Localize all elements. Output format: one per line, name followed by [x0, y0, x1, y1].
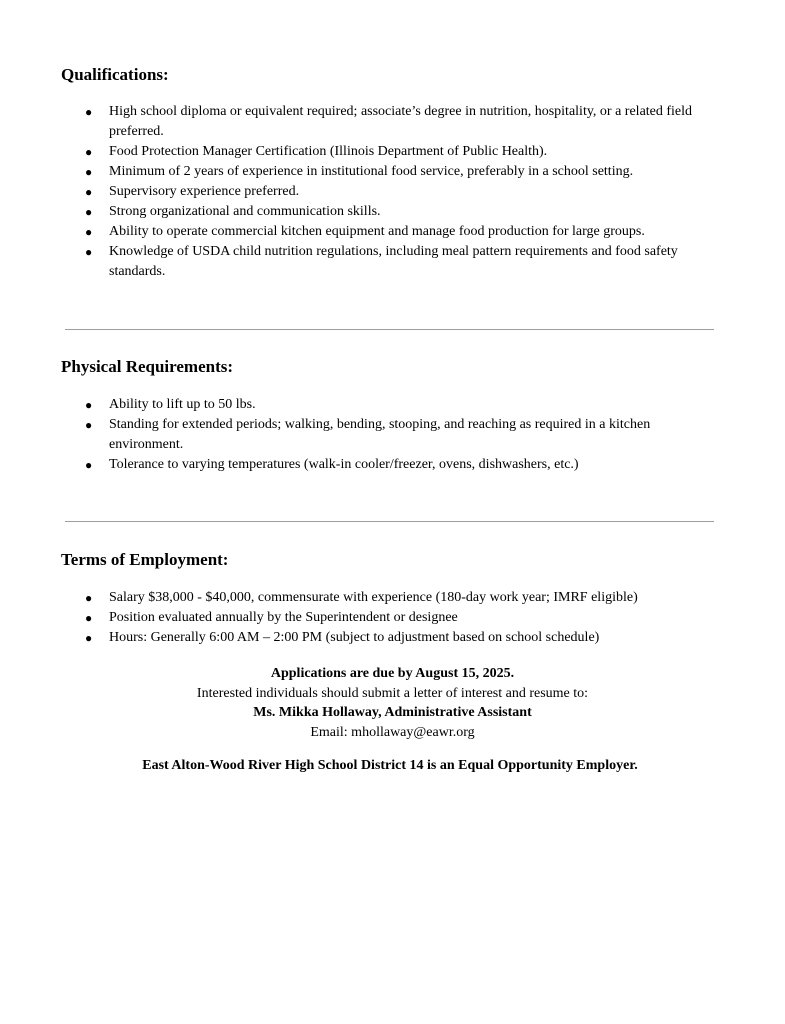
application-instructions: Interested individuals should submit a letter of interest and resume to:	[196, 685, 589, 701]
qualifications-heading: Qualifications:	[61, 65, 169, 84]
list-item-text: Strong organizational and communication skills.	[109, 204, 381, 219]
terms-of-employment-heading: Terms of Employment:	[61, 550, 229, 569]
list-item	[0, 222, 715, 242]
bullet-icon: ●	[85, 398, 93, 412]
physical-requirements-heading: Physical Requirements:	[61, 357, 234, 376]
bullet-icon: ●	[85, 205, 93, 219]
list-item	[0, 102, 715, 142]
list-item	[0, 628, 715, 648]
list-item-text: Hours: Generally 6:00 AM – 2:00 PM (subject to adjustment based on school schedule)	[109, 630, 600, 645]
list-item	[0, 395, 715, 415]
application-info	[0, 664, 785, 742]
list-item-text: Supervisory experience preferred.	[109, 184, 300, 199]
bullet-icon: ●	[85, 165, 93, 179]
list-item-text: Ability to operate commercial kitchen equipment and manage food production for large groups.	[109, 224, 645, 239]
physical-requirements-list	[0, 395, 715, 475]
section-divider	[65, 521, 714, 522]
list-item-text: Salary $38,000 - $40,000, commensurate with experience (180-day work year; IMRF eligible)	[109, 590, 638, 605]
bullet-icon: ●	[85, 591, 93, 605]
section-divider	[65, 329, 714, 330]
list-item	[0, 242, 715, 282]
contact-email: Email: mhollaway@eawr.org	[310, 724, 475, 740]
list-item-text: Knowledge of USDA child nutrition regulations, including meal pattern requirements and food safety standards.	[109, 244, 678, 279]
bullet-icon: ●	[85, 145, 93, 159]
list-item-text: Ability to lift up to 50 lbs.	[109, 397, 256, 412]
bullet-icon: ●	[85, 631, 93, 645]
list-item-text: Food Protection Manager Certification (Illinois Department of Public Health).	[109, 144, 548, 159]
equal-opportunity-statement: East Alton-Wood River High School District 14 is an Equal Opportunity Employer.	[142, 758, 638, 773]
bullet-icon: ●	[85, 105, 93, 119]
qualifications-list	[0, 102, 715, 282]
list-item	[0, 415, 715, 455]
list-item	[0, 588, 715, 608]
list-item	[0, 142, 715, 162]
list-item	[0, 608, 715, 628]
list-item	[0, 182, 715, 202]
list-item-text: Minimum of 2 years of experience in institutional food service, preferably in a school setting.	[109, 164, 634, 179]
list-item-text: High school diploma or equivalent required; associate’s degree in nutrition, hospitality, or a related field preferred.	[109, 104, 693, 139]
list-item-text: Standing for extended periods; walking, bending, stooping, and reaching as required in a kitchen environment.	[109, 417, 651, 452]
bullet-icon: ●	[85, 611, 93, 625]
list-item-text: Tolerance to varying temperatures (walk-in cooler/freezer, ovens, dishwashers, etc.)	[109, 457, 579, 472]
list-item-text: Position evaluated annually by the Superintendent or designee	[109, 610, 458, 625]
list-item	[0, 162, 715, 182]
terms-of-employment-list	[0, 588, 715, 648]
bullet-icon: ●	[85, 245, 93, 259]
list-item	[0, 202, 715, 222]
bullet-icon: ●	[85, 185, 93, 199]
bullet-icon: ●	[85, 418, 93, 432]
contact-name: Ms. Mikka Hollaway, Administrative Assistant	[253, 705, 532, 720]
application-deadline: Applications are due by August 15, 2025.	[270, 666, 515, 681]
list-item	[0, 455, 715, 475]
bullet-icon: ●	[85, 458, 93, 472]
bullet-icon: ●	[85, 225, 93, 239]
